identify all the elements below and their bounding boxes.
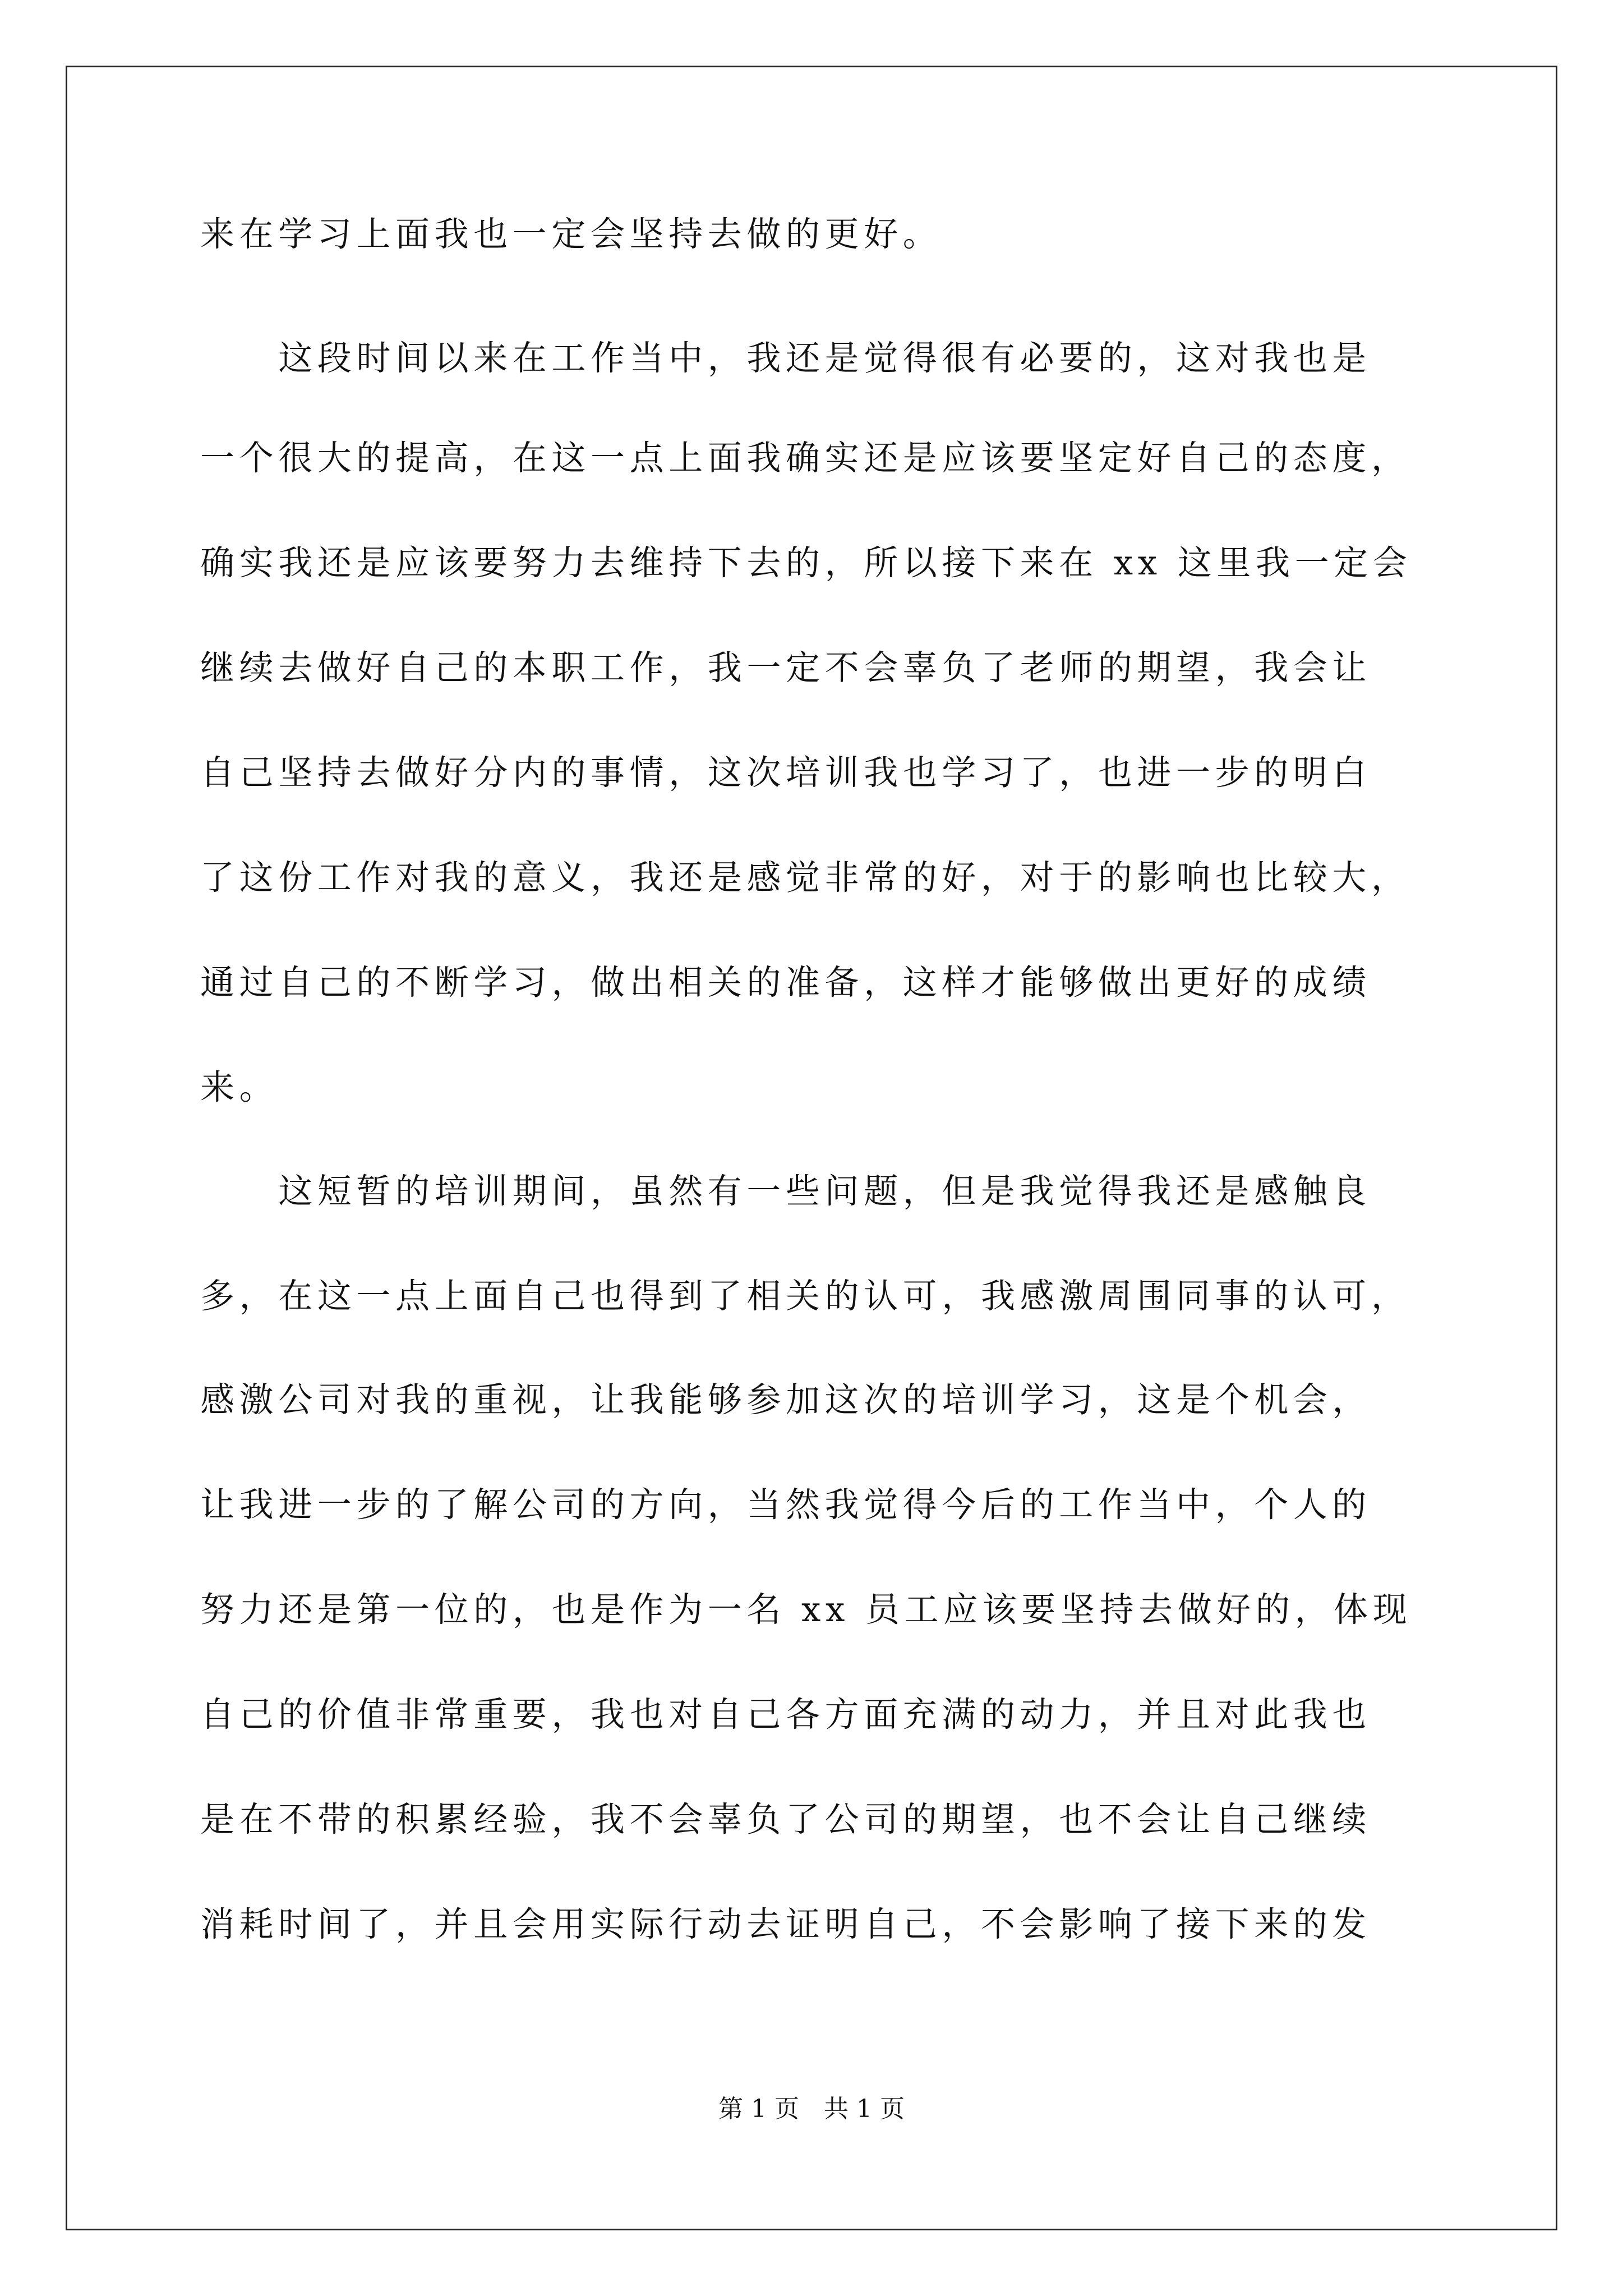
text-line: 了这份工作对我的意义，我还是感觉非常的好，对于的影响也比较大， — [200, 858, 1410, 898]
text-line: 一个很大的提高，在这一点上面我确实还是应该要坚定好自己的态度， — [200, 438, 1410, 478]
text-line: 来。 — [200, 1068, 279, 1107]
text-line: 自己的价值非常重要，我也对自己各方面充满的动力，并且对此我也 — [200, 1695, 1372, 1734]
text-line: 通过自己的不断学习，做出相关的准备，这样才能够做出更好的成绩 — [200, 963, 1372, 1002]
page-footer: 第 1 页 共 1 页 — [718, 2095, 905, 2123]
text-line: 确实我还是应该要努力去维持下去的，所以接下来在 xx 这里我一定会 — [200, 543, 1412, 583]
text-line: 来在学习上面我也一定会坚持去做的更好。 — [200, 214, 942, 254]
text-line: 让我进一步的了解公司的方向，当然我觉得今后的工作当中，个人的 — [200, 1485, 1372, 1525]
text-line: 多，在这一点上面自己也得到了相关的认可，我感激周围同事的认可， — [200, 1276, 1410, 1316]
text-line: 这短暂的培训期间，虽然有一些问题，但是我觉得我还是感触良 — [200, 1171, 1372, 1211]
text-line: 继续去做好自己的本职工作，我一定不会辜负了老师的期望，我会让 — [200, 648, 1372, 688]
text-line: 自己坚持去做好分内的事情，这次培训我也学习了，也进一步的明白 — [200, 753, 1372, 793]
text-line: 是在不带的积累经验，我不会辜负了公司的期望，也不会让自己继续 — [200, 1800, 1372, 1839]
text-line: 感激公司对我的重视，让我能够参加这次的培训学习，这是个机会， — [200, 1380, 1372, 1420]
text-line: 努力还是第一位的，也是作为一名 xx 员工应该要坚持去做好的，体现 — [200, 1590, 1412, 1630]
text-line: 消耗时间了，并且会用实际行动去证明自己，不会影响了接下来的发 — [200, 1904, 1372, 1944]
text-line: 这段时间以来在工作当中，我还是觉得很有必要的，这对我也是 — [200, 338, 1372, 378]
